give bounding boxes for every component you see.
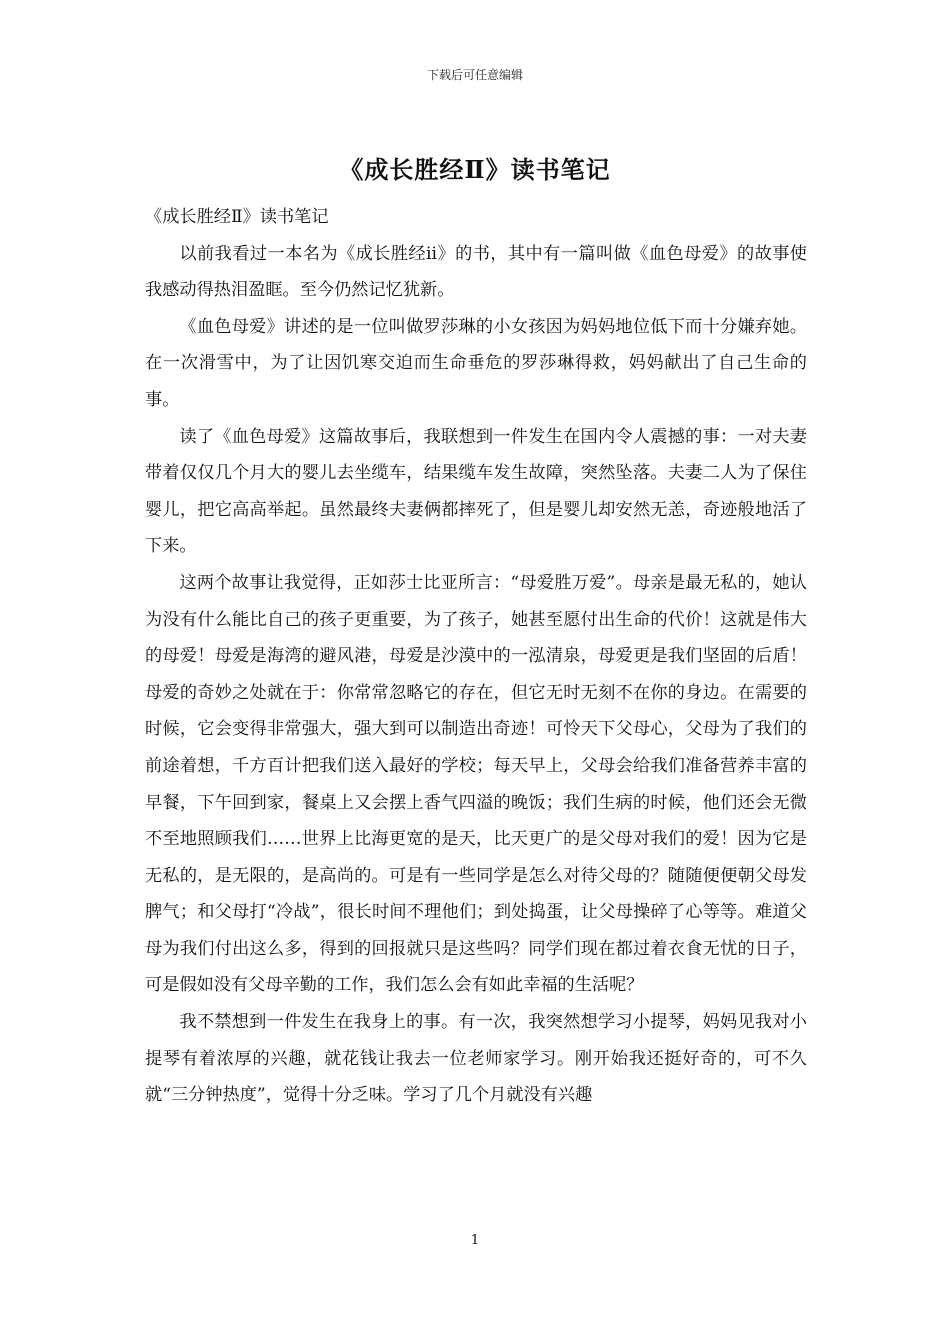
paragraph-5: 我不禁想到一件发生在我身上的事。有一次，我突然想学习小提琴，妈妈见我对小提琴有着浓厚的兴趣，就花钱让我去一位老师家学习。刚开始我还挺好奇的，可不久就“三分钟热度”，觉得十分乏味。学习了几个月就没有兴趣 [145,1012,807,1106]
page-number: 1 [470,1233,480,1248]
document-subtitle: 《成长胜经Ⅱ》读书笔记 [145,207,329,227]
document-body [145,199,807,1114]
header-note: 下载后可任意编辑 [426,68,523,82]
document-title: 《成长胜经Ⅱ》读书笔记 [339,155,611,184]
paragraph-2: 《血色母爱》讲述的是一位叫做罗莎琳的小女孩因为妈妈地位低下而十分嫌弃她。在一次滑雪中，为了让因饥寒交迫而生命垂危的罗莎琳得救，妈妈献出了自己生命的事。 [145,316,807,410]
paragraph-4: 这两个故事让我觉得，正如莎士比亚所言：“母爱胜万爱”。母亲是最无私的，她认为没有什么能比自己的孩子更重要，为了孩子，她甚至愿付出生命的代价！这就是伟大的母爱！母爱是海湾的避风港，母爱是沙漠中的一泓清泉，母爱更是我们坚固的后盾！母爱的奇妙之处就在于：你常常忽略它的存在，但它无时无刻不在你的身边。在需要的时候，它会变得非常强大，强大到可以制造出奇迹！可怜天下父母心，父母为了我们的前途着想，千方百计把我们送入最好的学校；每天早上，父母会给我们准备营养丰富的早餐，下午回到家，餐桌上又会摆上香气四溢的晚饭；我们生病的时候，他们还会无微不至地照顾我们……世界上比海更宽的是天，比天更广的是父母对我们的爱！因为它是无私的，是无限的，是高尚的。可是有一些同学是怎么对待父母的？随随便便朝父母发脾气；和父母打“冷战”，很长时间不理他们；到处捣蛋，让父母操碎了心等等。难道父母为我们付出这么多，得到的回报就只是这些吗？同学们现在都过着衣食无忧的日子，可是假如没有父母辛勤的工作，我们怎么会有如此幸福的生活呢？ [145,572,807,996]
paragraph-1: 以前我看过一本名为《成长胜经ⅱ》的书，其中有一篇叫做《血色母爱》的故事使我感动得热泪盈眶。至今仍然记忆犹新。 [145,243,807,301]
paragraph-3: 读了《血色母爱》这篇故事后，我联想到一件发生在国内令人震撼的事：一对夫妻带着仅仅几个月大的婴儿去坐缆车，结果缆车发生故障，突然坠落。夫妻二人为了保住婴儿，把它高高举起。虽然最终夫妻俩都摔死了，但是婴儿却安然无恙，奇迹般地活了下来。 [145,426,807,557]
